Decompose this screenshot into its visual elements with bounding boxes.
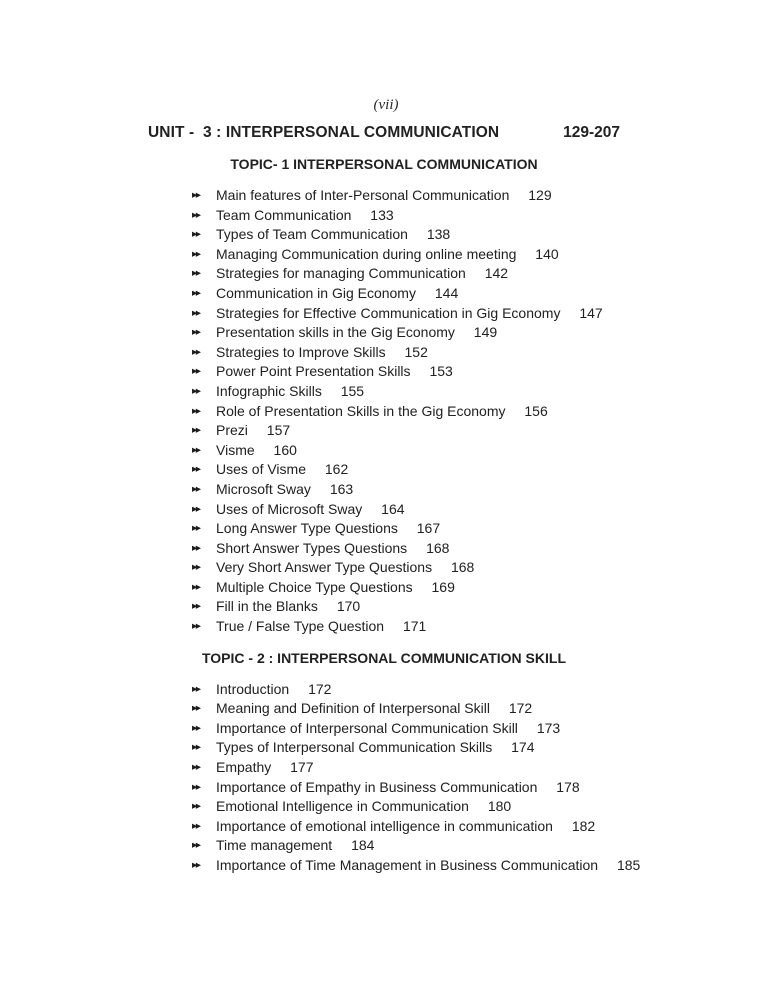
double-arrow-bullet-icon: ▸▸ — [192, 741, 200, 754]
folio-page-number: (vii) — [373, 97, 399, 113]
item-page-number: 157 — [266, 422, 291, 439]
item-page-number: 144 — [434, 284, 459, 301]
toc-entry — [148, 758, 620, 778]
item-page-number: 172 — [308, 680, 332, 697]
toc-entry — [148, 460, 620, 480]
toc-entry — [148, 738, 620, 758]
item-title: Prezi — [216, 422, 248, 439]
toc-entry — [148, 719, 620, 739]
item-title: Role of Presentation Skills in the Gig Economy — [216, 402, 506, 419]
item-page-number: 170 — [336, 598, 361, 615]
item-title: Time management — [216, 837, 333, 854]
item-page-number: 129 — [528, 187, 552, 203]
toc-entry — [148, 519, 620, 539]
item-page-number: 140 — [535, 245, 559, 262]
item-page-number: 185 — [616, 857, 641, 873]
item-page-number: 152 — [404, 343, 428, 360]
item-page-number: 153 — [429, 363, 453, 380]
double-arrow-bullet-icon: ▸▸ — [192, 502, 200, 515]
toc-entry — [148, 421, 620, 441]
item-title: Meaning and Definition of Interpersonal Skill — [216, 700, 490, 717]
item-page-number: 168 — [450, 559, 475, 576]
item-page-number: 173 — [536, 719, 561, 736]
toc-entry — [148, 578, 620, 598]
toc-entry — [148, 500, 620, 520]
item-title: Importance of Time Management in Business Communication — [216, 857, 599, 873]
double-arrow-bullet-icon: ▸▸ — [192, 541, 200, 554]
item-page-number: 133 — [370, 206, 394, 223]
item-page-number: 142 — [484, 265, 509, 282]
item-page-number: 138 — [426, 226, 451, 243]
toc-entry — [148, 186, 620, 206]
item-title: Importance of Empathy in Business Communication — [216, 778, 538, 795]
item-title: Strategies for managing Communication — [216, 265, 466, 282]
double-arrow-bullet-icon: ▸▸ — [192, 721, 200, 734]
double-arrow-bullet-icon: ▸▸ — [192, 326, 200, 339]
topic-item-list — [148, 186, 620, 637]
item-title: Short Answer Types Questions — [216, 539, 408, 556]
item-title: Infographic Skills — [216, 382, 322, 399]
double-arrow-bullet-icon: ▸▸ — [192, 800, 200, 813]
double-arrow-bullet-icon: ▸▸ — [192, 839, 200, 852]
toc-entry — [148, 856, 641, 876]
item-page-number: 164 — [381, 500, 405, 517]
double-arrow-bullet-icon: ▸▸ — [192, 286, 200, 299]
double-arrow-bullet-icon: ▸▸ — [192, 228, 200, 241]
item-page-number: 149 — [473, 324, 498, 341]
item-page-number: 180 — [487, 798, 512, 815]
item-title: Team Communication — [216, 206, 352, 223]
toc-entry — [148, 225, 620, 245]
double-arrow-bullet-icon: ▸▸ — [192, 859, 200, 871]
double-arrow-bullet-icon: ▸▸ — [192, 463, 200, 476]
item-title: Types of Interpersonal Communication Skills — [216, 739, 493, 756]
item-title: Introduction — [216, 680, 290, 697]
toc-entry — [148, 245, 620, 265]
topic-heading: TOPIC - 2 : INTERPERSONAL COMMUNICATION SKILL — [201, 649, 566, 666]
item-title: Very Short Answer Type Questions — [216, 559, 433, 576]
item-page-number: 162 — [324, 461, 349, 478]
item-title: Multiple Choice Type Questions — [216, 578, 413, 595]
item-title: Managing Communication during online meeting — [216, 245, 517, 262]
toc-content — [148, 123, 641, 876]
double-arrow-bullet-icon: ▸▸ — [192, 365, 200, 378]
item-page-number: 168 — [426, 539, 450, 556]
item-title: Power Point Presentation Skills — [216, 363, 411, 380]
item-title: Strategies to Improve Skills — [216, 343, 386, 360]
topic-section — [148, 649, 641, 876]
double-arrow-bullet-icon: ▸▸ — [192, 306, 200, 319]
item-title: Strategies for Effective Communication in Gig Economy — [216, 304, 561, 321]
double-arrow-bullet-icon: ▸▸ — [192, 819, 200, 832]
toc-entry — [148, 699, 620, 719]
topic-heading: TOPIC- 1 INTERPERSONAL COMMUNICATION — [230, 156, 538, 172]
item-title: Uses of Visme — [216, 461, 306, 478]
toc-entry — [148, 597, 620, 617]
item-title: Long Answer Type Questions — [216, 520, 398, 537]
item-page-number: 156 — [524, 402, 548, 419]
toc-entry — [148, 778, 620, 798]
toc-entry — [148, 558, 620, 578]
double-arrow-bullet-icon: ▸▸ — [192, 761, 200, 774]
item-title: Presentation skills in the Gig Economy — [216, 324, 455, 341]
topic-section — [148, 155, 620, 637]
item-title: Fill in the Blanks — [216, 598, 318, 615]
double-arrow-bullet-icon: ▸▸ — [192, 522, 200, 535]
toc-entry — [148, 680, 620, 700]
double-arrow-bullet-icon: ▸▸ — [192, 600, 200, 613]
item-title: Microsoft Sway — [216, 480, 311, 497]
double-arrow-bullet-icon: ▸▸ — [192, 267, 200, 280]
double-arrow-bullet-icon: ▸▸ — [192, 424, 200, 437]
toc-entry — [148, 836, 620, 856]
item-page-number: 169 — [431, 578, 455, 595]
toc-entry — [148, 264, 620, 284]
item-title: Communication in Gig Economy — [216, 284, 416, 301]
toc-entry — [148, 362, 620, 382]
double-arrow-bullet-icon: ▸▸ — [192, 345, 200, 358]
toc-entry — [148, 343, 620, 363]
toc-sections — [148, 155, 641, 876]
item-page-number: 160 — [273, 441, 297, 458]
double-arrow-bullet-icon: ▸▸ — [192, 702, 200, 715]
toc-entry — [148, 304, 620, 324]
toc-entry — [148, 797, 620, 817]
double-arrow-bullet-icon: ▸▸ — [192, 682, 200, 695]
item-title: Importance of Interpersonal Communication Skill — [216, 719, 518, 736]
toc-entry — [148, 441, 620, 461]
double-arrow-bullet-icon: ▸▸ — [192, 404, 200, 417]
unit-page-range: 129-207 — [563, 124, 620, 141]
item-page-number: 147 — [579, 304, 603, 321]
topic-item-list — [148, 680, 641, 876]
item-page-number: 167 — [416, 520, 441, 537]
item-page-number: 171 — [402, 618, 427, 635]
toc-entry — [148, 402, 620, 422]
unit-title: UNIT - 3 : INTERPERSONAL COMMUNICATION — [148, 124, 500, 141]
item-page-number: 182 — [571, 817, 596, 834]
double-arrow-bullet-icon: ▸▸ — [192, 189, 200, 201]
double-arrow-bullet-icon: ▸▸ — [192, 443, 200, 456]
toc-entry — [148, 480, 620, 500]
toc-entry — [148, 206, 620, 226]
toc-entry — [148, 284, 620, 304]
double-arrow-bullet-icon: ▸▸ — [192, 580, 200, 593]
item-page-number: 172 — [508, 700, 533, 717]
item-title: Visme — [216, 441, 255, 458]
item-title: Emotional Intelligence in Communication — [216, 798, 469, 815]
item-title: Types of Team Communication — [216, 226, 408, 243]
item-title: Uses of Microsoft Sway — [216, 500, 363, 517]
item-page-number: 184 — [351, 837, 375, 854]
item-page-number: 174 — [511, 739, 535, 756]
double-arrow-bullet-icon: ▸▸ — [192, 561, 200, 574]
double-arrow-bullet-icon: ▸▸ — [192, 247, 200, 260]
item-title: Empathy — [216, 759, 272, 776]
item-page-number: 177 — [290, 759, 314, 776]
toc-entry — [148, 382, 620, 402]
double-arrow-bullet-icon: ▸▸ — [192, 620, 200, 633]
item-page-number: 163 — [329, 480, 354, 497]
item-title: Importance of emotional intelligence in communication — [216, 817, 553, 834]
double-arrow-bullet-icon: ▸▸ — [192, 780, 200, 793]
unit-heading-row — [148, 123, 620, 143]
item-page-number: 178 — [556, 778, 580, 795]
toc-entry — [148, 539, 620, 559]
double-arrow-bullet-icon: ▸▸ — [192, 482, 200, 495]
toc-entry — [148, 323, 620, 343]
toc-entry — [148, 617, 620, 637]
item-page-number: 155 — [340, 382, 365, 399]
item-title: True / False Type Question — [216, 618, 385, 635]
item-title: Main features of Inter-Personal Communication — [216, 187, 510, 203]
toc-entry — [148, 817, 620, 837]
double-arrow-bullet-icon: ▸▸ — [192, 384, 200, 397]
double-arrow-bullet-icon: ▸▸ — [192, 208, 200, 221]
